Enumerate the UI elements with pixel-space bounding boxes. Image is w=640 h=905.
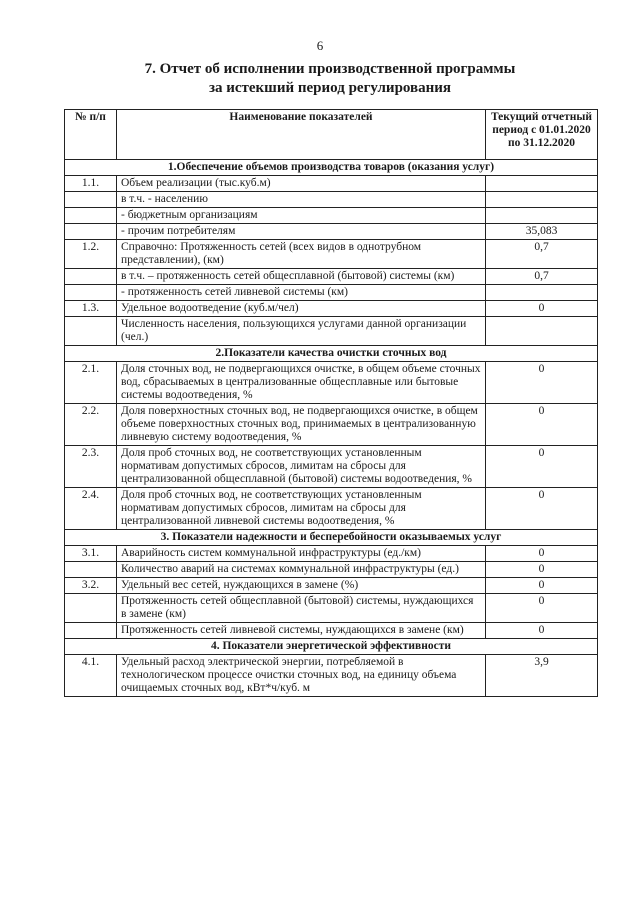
table-row	[65, 446, 598, 488]
report-title	[60, 60, 600, 98]
row-number: 2.2.	[65, 404, 117, 446]
section-title: 4. Показатели энергетической эффективности	[65, 639, 598, 655]
row-value: 0	[486, 623, 598, 639]
row-value: 3,9	[486, 655, 598, 697]
section-row	[65, 346, 598, 362]
table-row	[65, 546, 598, 562]
row-value: 0	[486, 488, 598, 530]
row-value: 0,7	[486, 269, 598, 285]
table-row	[65, 404, 598, 446]
row-value: 0	[486, 594, 598, 623]
table-row	[65, 224, 598, 240]
row-name: Протяженность сетей общесплавной (бытовой) системы, нуждающихся в замене (км)	[117, 594, 486, 623]
row-name: Протяженность сетей ливневой системы, нуждающихся в замене (км)	[117, 623, 486, 639]
row-name: Количество аварий на системах коммунальной инфраструктуры (ед.)	[117, 562, 486, 578]
header-num: № п/п	[65, 110, 117, 160]
page-number: 6	[316, 38, 324, 53]
row-number	[65, 562, 117, 578]
table-row	[65, 362, 598, 404]
row-name: Доля проб сточных вод, не соответствующих установленным нормативам допустимых сбросов, лимитам на сбросы для централизованной общесплавной (бытовой) системы водоотведения, %	[117, 446, 486, 488]
row-number: 1.2.	[65, 240, 117, 269]
row-name: Численность населения, пользующихся услугами данной организации (чел.)	[117, 317, 486, 346]
row-number: 1.1.	[65, 176, 117, 192]
section-title: 3. Показатели надежности и бесперебойности оказываемых услуг	[65, 530, 598, 546]
section-title: 2.Показатели качества очистки сточных вод	[65, 346, 598, 362]
row-number: 3.2.	[65, 578, 117, 594]
table-row	[65, 488, 598, 530]
row-name: - протяженность сетей ливневой системы (км)	[117, 285, 486, 301]
row-number: 1.3.	[65, 301, 117, 317]
row-value: 0	[486, 546, 598, 562]
row-value: 0,7	[486, 240, 598, 269]
row-name: Удельный вес сетей, нуждающихся в замене (%)	[117, 578, 486, 594]
section-row	[65, 530, 598, 546]
row-number	[65, 623, 117, 639]
row-number	[65, 594, 117, 623]
section-row	[65, 639, 598, 655]
table-row	[65, 192, 598, 208]
title-line-2: за истекший период регулирования	[208, 80, 452, 96]
header-name: Наименование показателей	[117, 110, 486, 160]
row-number: 3.1.	[65, 546, 117, 562]
row-value: 0	[486, 301, 598, 317]
row-number	[65, 317, 117, 346]
row-number: 4.1.	[65, 655, 117, 697]
row-value: 0	[486, 404, 598, 446]
table-row	[65, 269, 598, 285]
row-name: Аварийность систем коммунальной инфраструктуры (ед./км)	[117, 546, 486, 562]
row-value	[486, 176, 598, 192]
table-row	[65, 240, 598, 269]
row-value: 0	[486, 446, 598, 488]
header-value: Текущий отчетный период с 01.01.2020 по 31.12.2020	[486, 110, 598, 160]
row-name: - прочим потребителям	[117, 224, 486, 240]
row-name: Объем реализации (тыс.куб.м)	[117, 176, 486, 192]
table-row	[65, 176, 598, 192]
row-name: Доля поверхностных сточных вод, не подвергающихся очистке, в общем объеме поверхностных сточных вод, принимаемых в централизованную ливневую систему водоотведения, %	[117, 404, 486, 446]
row-name: Удельный расход электрической энергии, потребляемой в технологическом процессе очистки сточных вод, на единицу объема очищаемых сточных вод, кВт*ч/куб. м	[117, 655, 486, 697]
row-name: Удельное водоотведение (куб.м/чел)	[117, 301, 486, 317]
row-value	[486, 317, 598, 346]
table-row	[65, 562, 598, 578]
row-value: 35,083	[486, 224, 598, 240]
title-line-1: 7. Отчет об исполнении производственной программы	[144, 61, 516, 77]
row-number: 2.1.	[65, 362, 117, 404]
row-name: Доля сточных вод, не подвергающихся очистке, в общем объеме сточных вод, сбрасываемых в централизованные общесплавные или бытовые системы водоотведения, %	[117, 362, 486, 404]
section-title: 1.Обеспечение объемов производства товаров (оказания услуг)	[65, 160, 598, 176]
table-row	[65, 578, 598, 594]
section-row	[65, 160, 598, 176]
table-row	[65, 208, 598, 224]
row-number: 2.3.	[65, 446, 117, 488]
table-row	[65, 317, 598, 346]
row-name: - бюджетным организациям	[117, 208, 486, 224]
row-name: Доля проб сточных вод, не соответствующих установленным нормативам допустимых сбросов, лимитам на сбросы для централизованной ливневой системы водоотведения, %	[117, 488, 486, 530]
table-row	[65, 594, 598, 623]
row-value	[486, 192, 598, 208]
row-number	[65, 208, 117, 224]
row-name: в т.ч. - населению	[117, 192, 486, 208]
row-name: в т.ч. – протяженность сетей общесплавной (бытовой) системы (км)	[117, 269, 486, 285]
row-value: 0	[486, 578, 598, 594]
table-row	[65, 623, 598, 639]
row-name: Справочно: Протяженность сетей (всех видов в однотрубном представлении), (км)	[117, 240, 486, 269]
row-value: 0	[486, 362, 598, 404]
row-number	[65, 224, 117, 240]
row-number	[65, 192, 117, 208]
row-number	[65, 269, 117, 285]
table-row	[65, 655, 598, 697]
row-number	[65, 285, 117, 301]
table-header-row	[65, 110, 598, 160]
report-table	[64, 109, 598, 697]
row-number: 2.4.	[65, 488, 117, 530]
table-row	[65, 301, 598, 317]
row-value: 0	[486, 562, 598, 578]
row-value	[486, 208, 598, 224]
table-row	[65, 285, 598, 301]
row-value	[486, 285, 598, 301]
